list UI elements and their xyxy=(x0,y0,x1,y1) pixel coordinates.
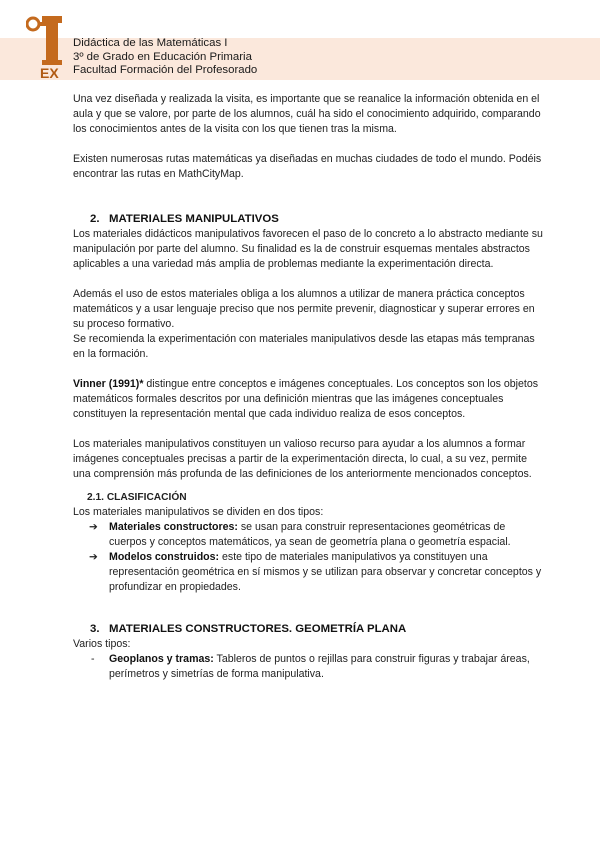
section-2-paragraph-4 xyxy=(73,377,543,422)
list-item-text: Tableros de puntos o rejillas para construir figuras y trabajar áreas, perímetros y simetrías de forma manipulativa. xyxy=(109,653,530,680)
section-2-paragraph-3: Se recomienda la experimentación con materiales manipulativos desde las etapas más tempranas en la formación. xyxy=(73,333,535,360)
arrow-bullet-icon: ➔ xyxy=(89,551,98,563)
list-item-text: se usan para construir representaciones geométricas de cuerpos y conceptos matemáticos, ya sean de geometría plana o geometría espacial. xyxy=(109,521,511,548)
section-2-title: MATERIALES MANIPULATIVOS xyxy=(109,213,279,225)
intro-paragraph-1: Una vez diseñada y realizada la visita, es importante que se reanalice la información obtenida en el aula y que se valore, por parte de los alumnos, cuál ha sido el conocimiento adquirido, comparando los conocimientos antes de la visita con los que tienen tras la misma. xyxy=(73,93,541,135)
document-body xyxy=(73,92,543,682)
logo-text: EX xyxy=(40,65,59,81)
section-2-paragraph-5: Los materiales manipulativos constituyen un valioso recurso para ayudar a los alumnos a formar imágenes conceptuales precisas a partir de la experimentación directa, lo cual, a su vez, permite una comprensión más profunda de las definiciones de los anteriormente mencionados conceptos. xyxy=(73,438,532,480)
header-course: Didáctica de las Matemáticas I xyxy=(73,37,228,49)
subsection-2-1-intro: Los materiales manipulativos se dividen en dos tipos: xyxy=(73,506,324,518)
list-item-text: este tipo de materiales manipulativos ya constituyen una representación geométrica en sí mismos y se utilizan para observar y concretar conceptos y profundizar en propiedades. xyxy=(109,551,542,593)
list-item-term: Geoplanos y tramas: xyxy=(109,653,214,665)
section-2-heading xyxy=(73,212,543,227)
section-3-number: 3. xyxy=(90,623,100,635)
vinner-text: distingue entre conceptos e imágenes conceptuales. Los conceptos son los objetos matemáticos formales descritos por una definición mientras que las imágenes conceptuales constituyen la representación mental que cada individuo realiza de esos conceptos. xyxy=(73,378,539,420)
dash-bullet-icon: - xyxy=(91,653,95,665)
section-2-number: 2. xyxy=(90,213,100,225)
list-item xyxy=(73,652,543,682)
university-logo xyxy=(26,14,66,82)
list-item-term: Materiales constructores: xyxy=(109,521,238,533)
subsection-2-1-heading: 2.1. CLASIFICACIÓN xyxy=(87,492,187,503)
list-item xyxy=(73,550,543,595)
header-faculty: Facultad Formación del Profesorado xyxy=(73,64,258,77)
section-2-paragraph-1: Los materiales didácticos manipulativos favorecen el paso de lo concreto a lo abstracto mediante su manipulación por parte del alumno. Su finalidad es la de construir esquemas mentales abstractos aplicables a una variedad más amplia de problemas mediante la experimentación directa. xyxy=(73,228,543,270)
classification-list xyxy=(73,520,543,595)
arrow-bullet-icon: ➔ xyxy=(89,521,98,533)
section-3-heading xyxy=(73,622,543,637)
section-3-intro: Varios tipos: xyxy=(73,638,131,650)
list-item-term: Modelos construidos: xyxy=(109,551,220,563)
section-2-paragraph-2: Además el uso de estos materiales obliga a los alumnos a utilizar de manera práctica conceptos matemáticos y a usar lenguaje preciso que nos permite prevenir, diagnosticar y superar errores en su proceso formativo. xyxy=(73,288,535,330)
constructor-types-list xyxy=(73,652,543,682)
intro-paragraph-2: Existen numerosas rutas matemáticas ya diseñadas en muchas ciudades de todo el mundo. Podéis encontrar las rutas en MathCityMap. xyxy=(73,153,542,180)
list-item xyxy=(73,520,543,550)
section-3-title: MATERIALES CONSTRUCTORES. GEOMETRÍA PLANA xyxy=(109,623,407,635)
document-header xyxy=(73,37,257,78)
header-degree: 3º de Grado en Educación Primaria xyxy=(73,50,252,63)
vinner-citation: Vinner (1991)* xyxy=(73,378,144,390)
